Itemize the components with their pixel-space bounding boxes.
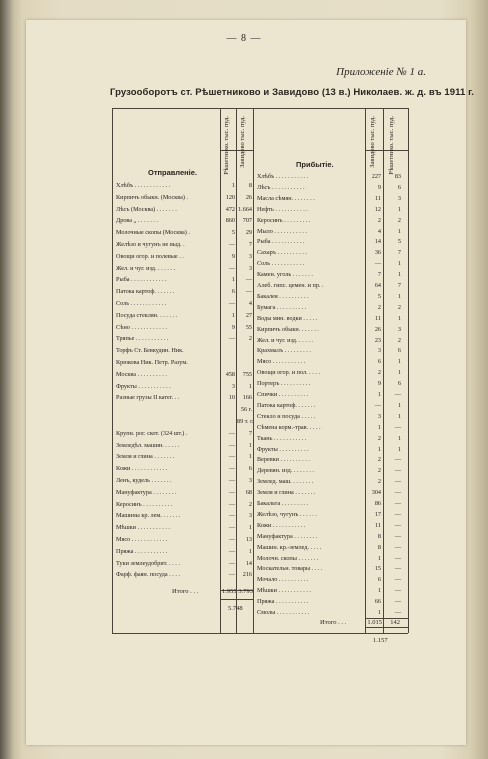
cargo-value-2: 7 (248, 241, 252, 248)
right-total-label: Итого . . . (320, 619, 347, 626)
cargo-value-2: 3 (248, 512, 252, 520)
right-table-row (112, 337, 408, 345)
cargo-value-2: 6 (397, 380, 401, 388)
cargo-value-2: 3 (248, 477, 252, 484)
right-total-v1: 1.015 (367, 619, 382, 626)
cargo-value-1: 9 (231, 323, 235, 331)
cargo-value-2: 6 (248, 465, 252, 473)
cargo-value-1: 458 (225, 370, 235, 378)
left-total-label: Итого . . . (172, 588, 199, 595)
left-sum-rule (220, 599, 253, 600)
cargo-value-2: 29 (245, 229, 252, 237)
cargo-value-2: 2 (397, 303, 401, 311)
cargo-value-2: 1 (248, 382, 252, 390)
cargo-value-1: 9 (231, 252, 235, 260)
cargo-name: Посуда стеклян. . . . . . . (116, 311, 178, 319)
cargo-name: Крюкова Ник. Петр. Разум. (116, 359, 188, 366)
cargo-value-2: 1 (397, 227, 401, 235)
cargo-name: Желѣзо и чугунъ не выд. . (116, 241, 185, 248)
cargo-value-2: 3 (248, 252, 252, 260)
right-total-v2: 142 (390, 619, 400, 626)
right-table-row (112, 184, 408, 192)
cargo-name: Мануфактура . . . . . . . . (257, 532, 318, 540)
cargo-value-1: — (228, 300, 235, 307)
cargo-name: Овощи огор. и пол. . . . . (257, 369, 321, 377)
cargo-value-1: 2 (377, 216, 381, 224)
cargo-name: Земля и глина . . . . . . . (257, 489, 316, 497)
cargo-value-1: — (228, 453, 235, 461)
cargo-value-1: 304 (371, 489, 381, 497)
cargo-value-1: 2 (377, 303, 381, 311)
cargo-value-2: 3 (248, 264, 252, 272)
cargo-value-1: 15 (374, 565, 381, 573)
cargo-value-1: 2 (377, 467, 381, 475)
cargo-value-2: — (394, 467, 401, 475)
right-grand-total: 1.157 (373, 637, 388, 644)
cargo-name: Соль . . . . . . . . . . . (257, 260, 305, 268)
cargo-value-2: 1 (397, 369, 401, 377)
cargo-name: Тряпье . . . . . . . . . . . (116, 335, 169, 343)
left-total-v1: 1.955 (222, 588, 237, 595)
cargo-name: Жел. и чуг. изд. . . . . . (257, 336, 313, 344)
right-table-row (112, 173, 408, 181)
cargo-value-1: 36 (374, 249, 381, 257)
cargo-value-1: 3 (231, 382, 235, 390)
cargo-name: Бакалея . . . . . . . . . . (257, 292, 309, 300)
cargo-value-2: 1 (397, 314, 401, 322)
cargo-name: Жел. и чуг. изд. . . . . . . (116, 264, 176, 272)
cargo-value-1: 5 (377, 292, 381, 300)
page-number: — 8 — (226, 33, 262, 44)
cargo-name: Разные грузы II катег. . . (116, 394, 180, 402)
cargo-name: Патока картоф. . . . . . . (257, 401, 316, 409)
cargo-value-1: 1 (231, 182, 235, 189)
cargo-value-2: 89 т. г. (237, 418, 254, 425)
right-table-row (112, 369, 408, 377)
right-table-row (112, 391, 408, 402)
cargo-value-1: 8 (377, 532, 381, 540)
cargo-name: Машин. кр.-землед. . . . . (257, 543, 322, 551)
cargo-value-2: — (394, 543, 401, 551)
cargo-value-1: 11 (375, 521, 381, 529)
cargo-value-1: — (228, 571, 235, 579)
cargo-value-1: — (374, 401, 381, 409)
right-table-row (112, 323, 408, 334)
cargo-value-2: 216 (242, 571, 252, 579)
cargo-value-1: — (228, 477, 235, 484)
appendix-label: Приложеніе № 1 а. (336, 66, 426, 78)
cargo-value-2: — (394, 554, 401, 562)
cargo-value-2: 7 (397, 249, 401, 257)
cargo-value-2: — (394, 609, 401, 616)
cargo-value-1: 3 (377, 347, 381, 355)
cargo-value-1: 86 (374, 500, 381, 507)
cargo-value-2: 1.664 (238, 205, 252, 213)
right-table-row (112, 511, 408, 519)
cargo-value-1: 6 (231, 288, 235, 296)
cargo-name: Мясо . . . . . . . . . . . . (116, 536, 168, 543)
cargo-value-2: 1 (248, 453, 252, 461)
right-table-row (112, 446, 408, 454)
cargo-name: Камен. уголь . . . . . . . (257, 271, 313, 279)
cargo-name: Туки землеудобрит. . . . . (116, 559, 180, 567)
cargo-value-2: 68 (245, 488, 252, 496)
cargo-name: Фрукты . . . . . . . . . . . (116, 382, 171, 390)
cargo-value-2: — (394, 565, 401, 573)
cargo-name: Портеръ . . . . . . . . . . (257, 380, 311, 388)
cargo-value-2: 1 (248, 547, 252, 555)
cargo-value-1: 12 (374, 205, 381, 213)
right-table-row (112, 424, 408, 432)
cargo-value-1: — (228, 441, 235, 449)
cargo-value-1: — (228, 264, 235, 272)
cargo-value-2: 14 (245, 559, 252, 567)
cargo-value-2: 2 (248, 335, 252, 343)
cargo-value-2: 1 (397, 358, 401, 366)
cargo-value-2: 755 (242, 370, 252, 378)
cargo-value-1: — (228, 241, 235, 248)
right-table-row (112, 195, 408, 203)
cargo-name: Бумага . . . . . . . . . . (257, 303, 307, 311)
cargo-value-2: 1 (397, 412, 401, 420)
cargo-name: Нефть . . . . . . . . . . . (257, 205, 308, 213)
cargo-value-2: — (245, 288, 252, 296)
cargo-value-1: 227 (371, 173, 381, 180)
cargo-value-2: 707 (242, 217, 252, 225)
right-table-row (112, 544, 408, 552)
cargo-value-1: 9 (377, 380, 381, 388)
cargo-value-1: 2 (377, 369, 381, 377)
cargo-name: Соль . . . . . . . . . . . . (116, 300, 167, 307)
cargo-name: Сѣно . . . . . . . . . . . . (116, 323, 168, 331)
cargo-value-1: 3 (377, 412, 381, 420)
cargo-name: Земледѣл. машин. . . . . . (116, 441, 180, 449)
cargo-value-2: 13 (245, 536, 252, 543)
cargo-value-1: 23 (374, 336, 381, 344)
cargo-value-2: — (245, 276, 252, 284)
cargo-value-1: 10 (228, 394, 235, 402)
cargo-name: Мясо . . . . . . . . . . . (257, 358, 306, 366)
cargo-value-1: 1 (377, 587, 381, 595)
right-col1-header: Завидово тыс. пуд. (369, 116, 376, 168)
cargo-value-1: — (228, 559, 235, 567)
cargo-value-2: 56 г. (240, 406, 252, 414)
cargo-name: Фрукты . . . . . . . . . . (257, 445, 309, 453)
right-table-row (112, 402, 408, 410)
cargo-value-2: 1 (397, 292, 401, 300)
cargo-value-2: 3 (397, 325, 401, 333)
cargo-value-1: 120 (225, 193, 235, 201)
right-table-row (112, 555, 408, 563)
cargo-value-1: 1 (377, 445, 381, 453)
right-table-row (112, 293, 408, 301)
cargo-value-1: 6 (377, 358, 381, 366)
cargo-name: Патока картоф. . . . . . . (116, 288, 175, 296)
cargo-value-2: — (394, 478, 401, 486)
right-table-row (112, 609, 408, 617)
cargo-value-1: 64 (374, 282, 381, 289)
cargo-name: Кожи . . . . . . . . . . . . (116, 465, 168, 473)
cargo-value-2: 1 (397, 271, 401, 279)
cargo-value-1: — (228, 524, 235, 532)
cargo-value-2: 1 (397, 205, 401, 213)
cargo-value-2: — (394, 510, 401, 518)
right-table-row (112, 500, 408, 508)
cargo-value-2: 7 (248, 429, 252, 437)
cargo-name: Москва . . . . . . . . . . (116, 370, 167, 378)
right-table-row (112, 435, 408, 443)
cargo-value-1: 6 (377, 576, 381, 584)
cargo-name: Керосинъ . . . . . . . . . (257, 216, 311, 224)
cargo-value-1: — (228, 512, 235, 520)
right-table-row (112, 249, 408, 257)
cargo-value-1: 1 (377, 423, 381, 431)
cargo-value-1: 472 (225, 205, 235, 213)
cargo-value-2: 27 (245, 311, 252, 319)
cargo-name: Ленъ, кудель . . . . . . . (116, 477, 172, 484)
cargo-value-1: 8 (377, 543, 381, 551)
cargo-value-1: 14 (374, 238, 381, 246)
cargo-name: Рыба . . . . . . . . . . . . (116, 276, 167, 284)
cargo-name: Мѣшки . . . . . . . . . . . (116, 524, 170, 532)
cargo-value-2: 4 (248, 300, 252, 307)
cargo-name: Желѣзо, чугунъ . . . . . . (257, 510, 317, 518)
cargo-value-2: 2 (397, 336, 401, 344)
cargo-name: Веревки . . . . . . . . . . (257, 456, 310, 464)
cargo-value-2: 6 (397, 347, 401, 355)
cargo-value-1: 26 (374, 325, 381, 333)
cargo-value-2: 1 (397, 434, 401, 442)
cargo-value-2: — (394, 456, 401, 464)
cargo-value-1: 7 (377, 271, 381, 279)
cargo-value-1: 1 (377, 609, 381, 616)
cargo-value-1: 1 (377, 554, 381, 562)
cargo-name: Кирпичъ обыкн. (Москва) . (116, 193, 188, 201)
cargo-name: Москательн. товары . . . . (257, 565, 323, 573)
cargo-value-1: 11 (375, 194, 381, 202)
cargo-name: Хлѣбъ . . . . . . . . . . . . (116, 182, 171, 189)
cargo-name: Деревян. изд. . . . . . . . (257, 467, 314, 475)
cargo-name: Рыба . . . . . . . . . . . (257, 238, 305, 246)
cargo-value-1: 1 (377, 391, 381, 398)
cargo-name: Кожи . . . . . . . . . . . (257, 521, 306, 529)
cargo-value-2: 55 (245, 323, 252, 331)
cargo-value-2: — (394, 587, 401, 595)
cargo-value-2: — (394, 532, 401, 540)
cargo-value-2: — (394, 423, 401, 431)
cargo-value-1: 4 (377, 227, 381, 235)
cargo-value-1: — (228, 429, 235, 437)
cargo-value-1: — (228, 488, 235, 496)
right-table-row (112, 206, 408, 214)
cargo-name: Спички . . . . . . . . . . (257, 391, 309, 398)
cargo-value-1: 2 (377, 456, 381, 464)
right-table-row (112, 456, 408, 464)
cargo-value-2: 6 (397, 183, 401, 191)
cargo-name: Мануфактура . . . . . . . . (116, 488, 177, 496)
cargo-value-1: — (228, 547, 235, 555)
cargo-value-2: 5 (397, 238, 401, 246)
cargo-name: Молочные скопы (Москва) . (116, 229, 190, 237)
cargo-name: Пряжа . . . . . . . . . . . (257, 598, 309, 606)
right-table-row (112, 304, 408, 312)
cargo-name: Дрова „ . . . . . . . (116, 217, 158, 225)
left-total-v2: 3.793 (238, 588, 253, 595)
cargo-name: Смолы . . . . . . . . . . . (257, 609, 310, 616)
cargo-value-2: 7 (397, 282, 401, 289)
cargo-name: Алеб. гипс. цемен. и пр. . (257, 282, 324, 289)
cargo-value-1: 5 (231, 229, 235, 237)
cargo-value-1: 860 (225, 217, 235, 225)
cargo-value-1: 1 (231, 276, 235, 284)
left-col1-header: Рѣшетнико. тыс. пуд. (223, 116, 230, 175)
cargo-name: Мочало . . . . . . . . . . (257, 576, 309, 584)
cargo-value-2: — (394, 500, 401, 507)
cargo-value-2: — (394, 521, 401, 529)
cargo-value-1: 9 (377, 183, 381, 191)
right-table-row (112, 347, 408, 355)
cargo-value-1: 17 (374, 510, 381, 518)
cargo-name: Масла сѣмян. . . . . . . . (257, 194, 315, 202)
right-table-row (112, 533, 408, 541)
cargo-name: Крупн. рог. скот. (324 шт.) . (116, 429, 188, 437)
right-table-row (112, 478, 408, 486)
cargo-name: Крахмалъ . . . . . . . . . (257, 347, 311, 355)
cargo-value-2: 2 (397, 216, 401, 224)
cargo-name: Сѣмена корм.-трав. . . . . (257, 423, 321, 431)
cargo-value-2: 1 (248, 524, 252, 532)
table-right-rule (408, 108, 409, 633)
freight-table (112, 108, 408, 633)
cargo-value-1: 66 (374, 598, 381, 606)
table-top-rule (112, 108, 408, 109)
cargo-value-1: — (228, 335, 235, 343)
cargo-name: Машины кр. лем. . . . . . . (116, 512, 181, 520)
cargo-value-1: 1 (231, 311, 235, 319)
right-table-row (112, 489, 408, 497)
cargo-name: Лѣсъ (Москва) . . . . . . . (116, 205, 177, 213)
cargo-value-2: 3 (397, 194, 401, 202)
cargo-value-1: 2 (377, 434, 381, 442)
right-table-row (112, 522, 408, 530)
cargo-name: Стекло и посуда . . . . . (257, 412, 316, 420)
cargo-name: Молочн. скопы . . . . . . . (257, 554, 319, 562)
cargo-name: Ткань . . . . . . . . . . . (257, 434, 307, 442)
right-table-row (112, 358, 408, 366)
cargo-value-1: — (228, 465, 235, 473)
right-table-row (112, 467, 408, 475)
cargo-value-2: — (394, 391, 401, 398)
cargo-name: Хлѣбъ . . . . . . . . . . . (257, 173, 309, 180)
cargo-value-2: — (394, 576, 401, 584)
right-section-title: Прибытіе. (296, 160, 334, 169)
cargo-name: Воды мин. водки . . . . . (257, 314, 318, 322)
cargo-value-2: 166 (242, 394, 252, 402)
cargo-name: Торфъ Ст. Бевкудин. Ник. (116, 347, 184, 355)
cargo-name: Мѣшки . . . . . . . . . . . (257, 587, 311, 595)
right-sum-rule (365, 627, 408, 628)
cargo-value-2: 26 (245, 193, 252, 201)
cargo-value-1: 2 (377, 478, 381, 486)
right-table-row (112, 260, 408, 268)
cargo-value-2: 8 (248, 182, 252, 189)
right-table-row (112, 380, 408, 388)
left-section-title: Отправленіе. (148, 168, 198, 177)
cargo-name: Кирпичъ обыкн. . . . . . . (257, 325, 319, 333)
right-table-row (112, 271, 408, 279)
cargo-name: Овощи огор. и полевые . . (116, 252, 184, 260)
cargo-name: Лѣсъ . . . . . . . . . . . (257, 183, 305, 191)
cargo-value-2: 1 (248, 441, 252, 449)
right-col2-header: Рѣшетнико. тыс. пуд. (388, 116, 395, 175)
cargo-name: Землед. маш. . . . . . . . (257, 478, 314, 486)
cargo-value-1: — (228, 500, 235, 508)
cargo-name: Мыло . . . . . . . . . . . (257, 227, 307, 235)
right-table-row (112, 217, 408, 225)
cargo-value-1: 11 (375, 314, 381, 322)
cargo-value-1: — (228, 536, 235, 543)
cargo-name: Земля и глина . . . . . . . (116, 453, 175, 461)
table-bottom-rule (112, 633, 408, 634)
cargo-value-2: 1 (397, 401, 401, 409)
right-table-row (112, 413, 408, 421)
right-table-row (112, 282, 408, 290)
right-table-row (112, 238, 408, 246)
cargo-value-2: 83 (394, 173, 401, 180)
cargo-value-2: 1 (397, 445, 401, 453)
right-table-row (112, 576, 408, 584)
cargo-value-2: — (394, 489, 401, 497)
cargo-name: Сахаръ . . . . . . . . . . (257, 249, 307, 257)
left-grand-total: 5.748 (228, 605, 243, 612)
cargo-value-2: 1 (397, 260, 401, 268)
cargo-value-2: — (394, 598, 401, 606)
right-table-row (112, 565, 408, 573)
left-col2-header: Завидово тыс. пуд. (239, 116, 246, 168)
right-table-row (112, 598, 408, 606)
cargo-name: Бакальта . . . . . . . . . (257, 500, 309, 507)
cargo-value-1: — (374, 260, 381, 268)
right-table-row (112, 315, 408, 323)
cargo-name: Пряжа . . . . . . . . . . . (116, 547, 168, 555)
right-table-row (112, 228, 408, 236)
cargo-name: Фарф. фаян. посуда . . . . (116, 571, 181, 579)
right-table-row (112, 587, 408, 595)
cargo-name: Керосинъ . . . . . . . . . . (116, 500, 173, 508)
cargo-value-2: 2 (248, 500, 252, 508)
document-title: Грузооборотъ ст. Рѣшетниково и Завидово (13 в.) Николаев. ж. д. въ 1911 г. (110, 87, 474, 98)
